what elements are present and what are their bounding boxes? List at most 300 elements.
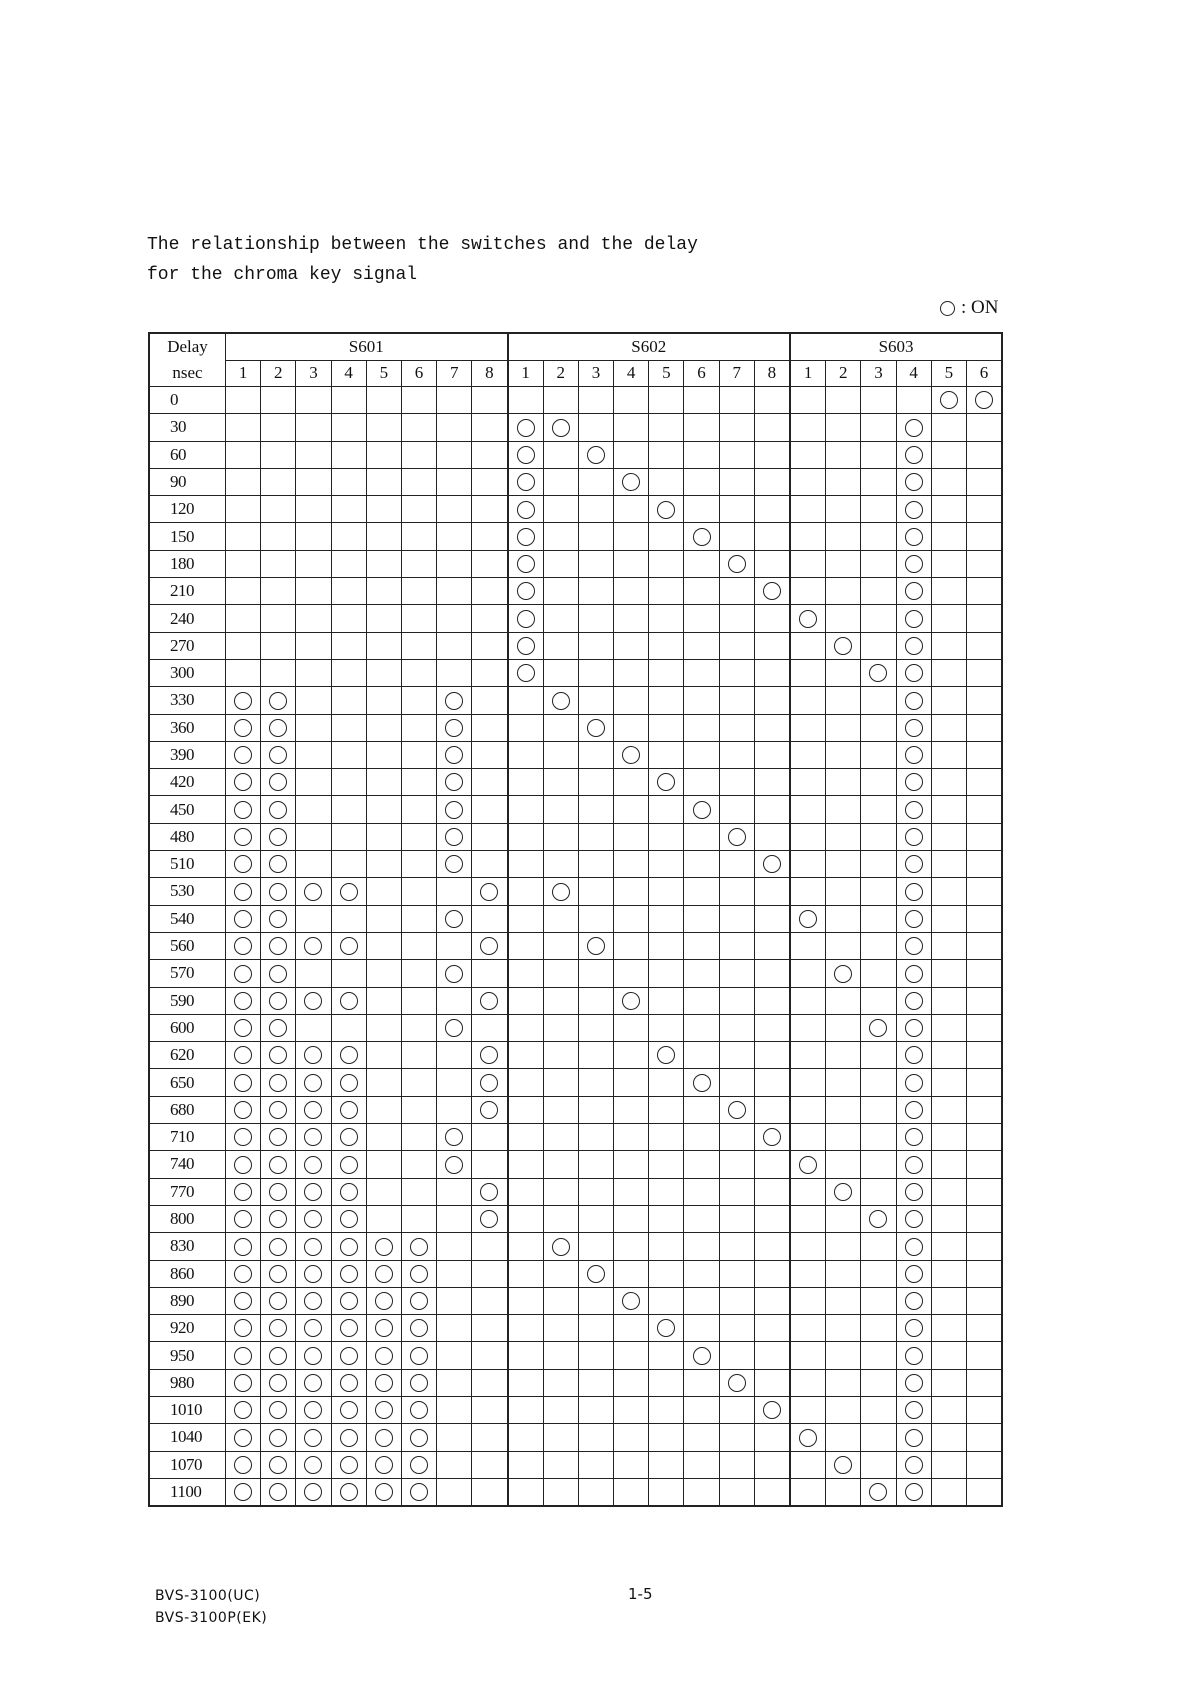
switch-cell: [614, 387, 649, 414]
switch-cell: [826, 905, 861, 932]
switch-cell: [261, 932, 296, 959]
on-circle-icon: [234, 910, 252, 928]
switch-cell: [543, 414, 578, 441]
switch-cell: [508, 769, 544, 796]
switch-cell: [896, 960, 931, 987]
switch-cell: [931, 468, 966, 495]
table-row: [149, 796, 1002, 823]
switch-cell: [543, 932, 578, 959]
switch-cell: [578, 1478, 613, 1506]
switch-cell: [966, 1124, 1002, 1151]
switch-cell: [472, 741, 508, 768]
switch-cell: [261, 1178, 296, 1205]
switch-number-header-row: [149, 360, 1002, 387]
on-circle-icon: [410, 1374, 428, 1392]
switch-cell: [366, 687, 401, 714]
on-circle-icon: [340, 1401, 358, 1419]
on-circle-icon: [304, 1456, 322, 1474]
switch-cell: [826, 1369, 861, 1396]
switch-cell: [331, 414, 366, 441]
switch-cell: [226, 960, 261, 987]
on-circle-icon: [234, 1046, 252, 1064]
switch-cell: [931, 1315, 966, 1342]
switch-cell: [331, 796, 366, 823]
switch-cell: [472, 1069, 508, 1096]
switch-cell: [437, 632, 472, 659]
on-circle-icon: [799, 1156, 817, 1174]
switch-cell: [437, 1396, 472, 1423]
switch-cell: [684, 687, 719, 714]
switch-cell: [472, 659, 508, 686]
switch-cell: [719, 932, 754, 959]
switch-cell: [578, 659, 613, 686]
on-circle-icon: [587, 446, 605, 464]
switch-cell: [719, 468, 754, 495]
switch-cell: [790, 1205, 826, 1232]
switch-cell: [331, 468, 366, 495]
switch-cell: [861, 1369, 896, 1396]
on-circle-icon: [905, 1319, 923, 1337]
switch-cell: [966, 1396, 1002, 1423]
switch-cell: [896, 1478, 931, 1506]
on-circle-icon: [269, 746, 287, 764]
switch-cell: [684, 1424, 719, 1451]
switch-cell: [543, 1178, 578, 1205]
switch-cell: [508, 1014, 544, 1041]
switch-number-s603-6: 6: [966, 360, 1002, 387]
switch-cell: [826, 1424, 861, 1451]
on-circle-icon: [480, 1101, 498, 1119]
on-circle-icon: [375, 1483, 393, 1501]
switch-cell: [578, 1205, 613, 1232]
switch-cell: [578, 1014, 613, 1041]
on-circle-icon: [445, 1156, 463, 1174]
on-circle-icon: [552, 692, 570, 710]
switch-cell: [684, 605, 719, 632]
switch-cell: [366, 1151, 401, 1178]
switch-cell: [543, 687, 578, 714]
switch-cell: [261, 960, 296, 987]
switch-cell: [861, 741, 896, 768]
switch-cell: [966, 960, 1002, 987]
switch-cell: [719, 769, 754, 796]
on-circle-icon: [340, 937, 358, 955]
switch-cell: [508, 468, 544, 495]
switch-cell: [437, 605, 472, 632]
switch-cell: [437, 1124, 472, 1151]
switch-cell: [754, 1315, 790, 1342]
switch-cell: [226, 1396, 261, 1423]
on-circle-icon: [234, 1319, 252, 1337]
switch-cell: [861, 1069, 896, 1096]
switch-cell: [861, 578, 896, 605]
switch-number-s602-7: 7: [719, 360, 754, 387]
switch-cell: [931, 741, 966, 768]
on-circle-icon: [410, 1401, 428, 1419]
switch-cell: [896, 414, 931, 441]
switch-cell: [261, 1260, 296, 1287]
table-row: [149, 387, 1002, 414]
switch-cell: [472, 1205, 508, 1232]
switch-cell: [790, 714, 826, 741]
switch-cell: [826, 1151, 861, 1178]
switch-cell: [790, 1478, 826, 1506]
switch-cell: [649, 1342, 684, 1369]
switch-cell: [508, 687, 544, 714]
switch-cell: [543, 878, 578, 905]
switch-number-s602-4: 4: [614, 360, 649, 387]
switch-cell: [861, 1451, 896, 1478]
page-heading: [147, 230, 698, 290]
on-circle-icon: [905, 1292, 923, 1310]
switch-cell: [754, 741, 790, 768]
on-circle-icon: [905, 910, 923, 928]
switch-cell: [578, 414, 613, 441]
switch-cell: [614, 1287, 649, 1314]
switch-cell: [649, 1042, 684, 1069]
switch-cell: [966, 387, 1002, 414]
switch-cell: [966, 1014, 1002, 1041]
switch-cell: [261, 1287, 296, 1314]
switch-cell: [826, 1315, 861, 1342]
switch-cell: [366, 1424, 401, 1451]
switch-cell: [826, 1069, 861, 1096]
switch-cell: [401, 878, 436, 905]
switch-cell: [543, 1369, 578, 1396]
switch-cell: [578, 741, 613, 768]
switch-cell: [226, 741, 261, 768]
switch-cell: [861, 851, 896, 878]
on-circle-icon: [304, 1210, 322, 1228]
switch-cell: [331, 1178, 366, 1205]
switch-cell: [437, 1014, 472, 1041]
switch-cell: [508, 1478, 544, 1506]
on-circle-icon: [552, 419, 570, 437]
switch-cell: [296, 605, 331, 632]
switch-cell: [649, 932, 684, 959]
switch-cell: [261, 1424, 296, 1451]
switch-cell: [614, 523, 649, 550]
switch-cell: [719, 1124, 754, 1151]
on-circle-icon: [410, 1429, 428, 1447]
switch-cell: [578, 987, 613, 1014]
switch-cell: [366, 1287, 401, 1314]
switch-cell: [543, 605, 578, 632]
switch-cell: [684, 741, 719, 768]
delay-value: 950: [149, 1342, 226, 1369]
on-circle-icon: [728, 1374, 746, 1392]
on-circle-icon: [410, 1319, 428, 1337]
on-circle-icon: [234, 1183, 252, 1201]
delay-value: 560: [149, 932, 226, 959]
switch-cell: [684, 1342, 719, 1369]
on-circle-icon: [869, 1210, 887, 1228]
switch-cell: [861, 659, 896, 686]
switch-cell: [437, 741, 472, 768]
switch-cell: [226, 387, 261, 414]
switch-cell: [790, 1396, 826, 1423]
switch-cell: [826, 796, 861, 823]
switch-cell: [401, 387, 436, 414]
on-circle-icon: [340, 1456, 358, 1474]
switch-cell: [931, 960, 966, 987]
switch-cell: [472, 769, 508, 796]
switch-cell: [826, 1014, 861, 1041]
switch-cell: [401, 1287, 436, 1314]
switch-cell: [261, 823, 296, 850]
switch-cell: [649, 1424, 684, 1451]
switch-cell: [331, 1315, 366, 1342]
switch-cell: [896, 1396, 931, 1423]
table-row: [149, 1205, 1002, 1232]
switch-cell: [261, 496, 296, 523]
switch-cell: [614, 1069, 649, 1096]
switch-cell: [861, 687, 896, 714]
switch-cell: [401, 441, 436, 468]
on-circle-icon: [304, 1374, 322, 1392]
on-circle-icon: [975, 391, 993, 409]
switch-cell: [226, 796, 261, 823]
switch-cell: [684, 1151, 719, 1178]
switch-cell: [472, 1451, 508, 1478]
switch-cell: [826, 1260, 861, 1287]
on-circle-icon: [269, 1183, 287, 1201]
switch-cell: [931, 1478, 966, 1506]
table-row: [149, 851, 1002, 878]
switch-cell: [472, 1424, 508, 1451]
table-row: [149, 578, 1002, 605]
on-circle-icon: [269, 692, 287, 710]
delay-value: 710: [149, 1124, 226, 1151]
on-circle-icon: [269, 855, 287, 873]
on-circle-icon: [269, 1128, 287, 1146]
switch-cell: [684, 1369, 719, 1396]
switch-cell: [754, 1178, 790, 1205]
switch-cell: [543, 1205, 578, 1232]
switch-cell: [508, 932, 544, 959]
on-circle-icon: [234, 1429, 252, 1447]
switch-cell: [684, 1396, 719, 1423]
switch-cell: [226, 659, 261, 686]
switch-cell: [649, 905, 684, 932]
switch-cell: [649, 851, 684, 878]
switch-cell: [543, 1451, 578, 1478]
switch-cell: [401, 659, 436, 686]
switch-cell: [437, 1451, 472, 1478]
delay-value: 360: [149, 714, 226, 741]
switch-cell: [614, 851, 649, 878]
switch-cell: [754, 1451, 790, 1478]
switch-cell: [826, 1042, 861, 1069]
nsec-header-label: nsec: [172, 363, 203, 382]
switch-cell: [649, 441, 684, 468]
switch-cell: [684, 1233, 719, 1260]
delay-value: 240: [149, 605, 226, 632]
switch-cell: [578, 960, 613, 987]
on-circle-icon: [340, 1210, 358, 1228]
switch-cell: [508, 960, 544, 987]
on-circle-icon: [269, 1265, 287, 1283]
switch-cell: [472, 578, 508, 605]
switch-cell: [790, 687, 826, 714]
switch-cell: [614, 1178, 649, 1205]
switch-cell: [684, 1478, 719, 1506]
switch-cell: [614, 741, 649, 768]
switch-cell: [684, 578, 719, 605]
on-circle-icon: [657, 501, 675, 519]
switch-cell: [543, 1124, 578, 1151]
on-circle-icon: [234, 1456, 252, 1474]
switch-cell: [226, 1124, 261, 1151]
switch-cell: [226, 550, 261, 577]
switch-cell: [508, 905, 544, 932]
switch-cell: [578, 1178, 613, 1205]
switch-cell: [719, 578, 754, 605]
switch-cell: [401, 1260, 436, 1287]
on-circle-icon: [905, 637, 923, 655]
switch-cell: [331, 1205, 366, 1232]
switch-cell: [966, 1342, 1002, 1369]
switch-cell: [472, 1342, 508, 1369]
switch-cell: [472, 1124, 508, 1151]
switch-cell: [614, 578, 649, 605]
switch-cell: [966, 1287, 1002, 1314]
switch-cell: [366, 796, 401, 823]
delay-value: 890: [149, 1287, 226, 1314]
delay-value: 620: [149, 1042, 226, 1069]
on-circle-icon: [269, 883, 287, 901]
switch-cell: [261, 1451, 296, 1478]
on-circle-icon: [340, 992, 358, 1010]
switch-cell: [543, 659, 578, 686]
switch-cell: [719, 659, 754, 686]
switch-cell: [331, 1342, 366, 1369]
switch-cell: [790, 468, 826, 495]
switch-cell: [508, 523, 544, 550]
switch-cell: [861, 1096, 896, 1123]
switch-cell: [296, 796, 331, 823]
switch-cell: [508, 441, 544, 468]
switch-cell: [931, 714, 966, 741]
delay-value: 600: [149, 1014, 226, 1041]
delay-value: 210: [149, 578, 226, 605]
on-circle-icon: [234, 828, 252, 846]
switch-cell: [754, 1260, 790, 1287]
on-circle-icon: [234, 883, 252, 901]
on-circle-icon: [905, 1046, 923, 1064]
switch-cell: [331, 605, 366, 632]
switch-cell: [719, 1042, 754, 1069]
switch-cell: [296, 550, 331, 577]
switch-cell: [472, 523, 508, 550]
on-circle-icon: [234, 1238, 252, 1256]
switch-cell: [826, 1342, 861, 1369]
switch-cell: [401, 960, 436, 987]
switch-cell: [331, 496, 366, 523]
switch-cell: [261, 605, 296, 632]
switch-cell: [401, 632, 436, 659]
on-circle-icon: [304, 1401, 322, 1419]
switch-cell: [543, 1342, 578, 1369]
switch-cell: [261, 796, 296, 823]
switch-cell: [226, 1042, 261, 1069]
table-row: [149, 1424, 1002, 1451]
on-circle-icon: [905, 1483, 923, 1501]
on-circle-icon: [340, 1101, 358, 1119]
on-circle-icon: [340, 1429, 358, 1447]
switch-cell: [861, 932, 896, 959]
switch-cell: [826, 687, 861, 714]
switch-cell: [261, 714, 296, 741]
table-row: [149, 468, 1002, 495]
switch-cell: [296, 687, 331, 714]
switch-cell: [401, 714, 436, 741]
on-circle-icon: [269, 801, 287, 819]
switch-cell: [790, 796, 826, 823]
switch-cell: [614, 1478, 649, 1506]
switch-cell: [614, 468, 649, 495]
switch-cell: [684, 496, 719, 523]
switch-cell: [472, 496, 508, 523]
switch-cell: [790, 741, 826, 768]
on-circle-icon: [375, 1292, 393, 1310]
switch-cell: [578, 1124, 613, 1151]
switch-cell: [437, 414, 472, 441]
on-circle-icon: [905, 773, 923, 791]
switch-cell: [614, 441, 649, 468]
switch-cell: [401, 932, 436, 959]
on-circle-icon: [269, 1483, 287, 1501]
switch-cell: [261, 1096, 296, 1123]
on-circle-icon: [445, 1019, 463, 1037]
on-circle-icon: [445, 692, 463, 710]
switch-cell: [754, 1424, 790, 1451]
switch-cell: [719, 1260, 754, 1287]
on-circle-icon: [480, 1183, 498, 1201]
switch-cell: [261, 1151, 296, 1178]
delay-value: 60: [149, 441, 226, 468]
switch-cell: [754, 1369, 790, 1396]
switch-cell: [508, 1151, 544, 1178]
switch-group-s602: S602: [508, 333, 791, 360]
table-row: [149, 414, 1002, 441]
switch-cell: [226, 1178, 261, 1205]
switch-cell: [826, 632, 861, 659]
switch-cell: [896, 1342, 931, 1369]
on-circle-icon: [905, 828, 923, 846]
switch-cell: [931, 387, 966, 414]
switch-cell: [543, 1478, 578, 1506]
switch-cell: [861, 387, 896, 414]
on-circle-icon: [763, 582, 781, 600]
on-circle-icon: [445, 828, 463, 846]
delay-value: 650: [149, 1069, 226, 1096]
switch-cell: [649, 414, 684, 441]
on-circle-icon: [869, 1019, 887, 1037]
switch-cell: [578, 878, 613, 905]
switch-cell: [472, 1178, 508, 1205]
switch-cell: [508, 1424, 544, 1451]
switch-cell: [790, 523, 826, 550]
switch-cell: [226, 714, 261, 741]
switch-cell: [543, 387, 578, 414]
switch-cell: [296, 741, 331, 768]
switch-cell: [896, 1096, 931, 1123]
switch-cell: [366, 1342, 401, 1369]
switch-cell: [437, 1069, 472, 1096]
switch-cell: [861, 1260, 896, 1287]
delay-value: 0: [149, 387, 226, 414]
